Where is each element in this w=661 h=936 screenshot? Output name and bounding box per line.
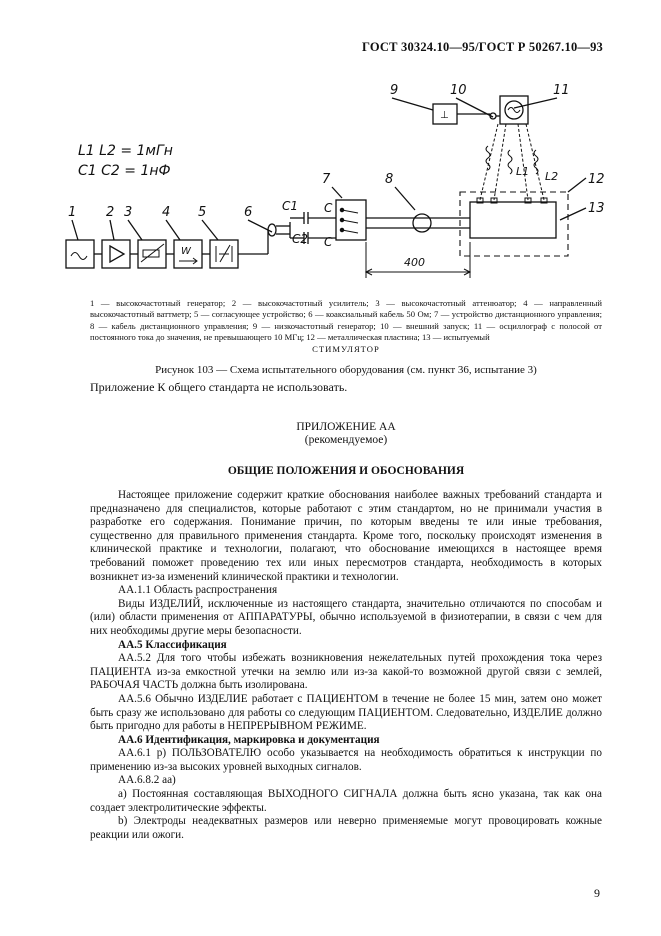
l2-label: L2 xyxy=(545,170,559,183)
figure-caption: Рисунок 103 — Схема испытательного оборудования (см. пункт 36, испытание 3) xyxy=(155,364,537,376)
label-5: 5 xyxy=(198,205,207,220)
label-4: 4 xyxy=(162,205,171,220)
label-7: 7 xyxy=(322,172,331,187)
section-title: ОБЩИЕ ПОЛОЖЕНИЯ И ОБОСНОВАНИЯ xyxy=(227,465,465,477)
c1-label: C1 xyxy=(282,199,299,213)
label-11: 11 xyxy=(553,83,570,98)
inductance-note: L1 L2 = 1мГн xyxy=(78,143,173,159)
appendix-subtitle: (рекомендуемое) xyxy=(304,434,388,446)
label-2: 2 xyxy=(106,205,115,220)
label-6: 6 xyxy=(244,205,253,220)
dimension-label: 400 xyxy=(404,256,425,269)
appendix-title: ПРИЛОЖЕНИЕ АА xyxy=(296,421,396,433)
wattmeter-label: W xyxy=(181,246,191,257)
paragraph: АА.1.1 Область распространения xyxy=(118,584,278,597)
paragraph: АА.6.8.2 аа) xyxy=(118,774,176,787)
label-12: 12 xyxy=(588,172,605,187)
appendix-k-note xyxy=(90,380,602,395)
paragraph: АА.5.2 Для того чтобы избежать возникновения нежелательных путей прохождения тока через ПАЦИЕНТА из-за емкостной утечки на землю или из-за какой-то возможной другой связи с землей, РАБОЧАЯ ЧАСТЬ должна быть изолирована. xyxy=(90,652,602,692)
label-8: 8 xyxy=(385,172,394,187)
figure-legend xyxy=(90,298,602,355)
paragraph: АА.5.6 Обычно ИЗДЕЛИЕ работает с ПАЦИЕНТОМ в течение не более 15 мин, затем оно может быть сразу же использовано для работы со следующим ПАЦИЕНТОМ. Следовательно, ИЗДЕЛИЕ должно быть пригодно для работы в НЕПРЕРЫВНОМ РЕЖИМЕ. xyxy=(90,692,602,733)
paragraph: АА.6.1 р) ПОЛЬЗОВАТЕЛЮ особо указывается на необходимость обратиться к инструкции по применению из-за высоких уровней выходных сигналов. xyxy=(90,747,602,773)
label-3: 3 xyxy=(124,205,133,220)
svg-text:⊥: ⊥ xyxy=(440,110,449,121)
paragraph: Виды ИЗДЕЛИЙ, исключенные из настоящего стандарта, значительно отличаются по способам и (или) области применения от АППАРАТУРЫ, обычно используемой в физиотерапии, в связи с чем для них необходимы другие меры безопасности. xyxy=(90,597,602,637)
label-10: 10 xyxy=(450,83,467,98)
label-1: 1 xyxy=(68,205,77,220)
legend-last-word: СТИМУЛЯТОР xyxy=(312,343,380,354)
legend-text: 1 — высокочастотный генератор; 2 — высокочастотный усилитель; 3 — высокочастотный аттенюатор; 4 — направленный высокочастотный ваттметр; 5 — согласующее устройство; 6 — коаксиальный кабель 50 Ом; 7 — устройство дистанционного управления; 8 — кабель дистанционного управления; 9 — низкочастотный генератор; 10 — внешний запуск; 11 — осциллограф с полосой от постоянного тока до значения, не превышающего 10 МГц; 12 — металлическая пластина; 13 — испытуемый xyxy=(90,298,602,343)
test-equipment-diagram xyxy=(40,80,630,295)
subsection-heading: АА.5 Классификация xyxy=(118,638,227,651)
paragraph: b) Электроды неадекватных размеров или неверно применяемые могут провоцировать кожные реакции или ожоги. xyxy=(90,815,602,841)
label-13: 13 xyxy=(588,201,605,216)
c-top-label: C xyxy=(324,201,333,215)
document-header: ГОСТ 30324.10—95/ГОСТ Р 50267.10—93 xyxy=(362,40,603,54)
l1-label: L1 xyxy=(516,165,530,178)
c2-label: C2 xyxy=(292,232,309,246)
capacitance-note: C1 C2 = 1нФ xyxy=(78,163,171,179)
subsection-heading: АА.6 Идентификация, маркировка и документация xyxy=(118,733,380,746)
page-number: 9 xyxy=(594,886,600,900)
label-9: 9 xyxy=(390,83,399,98)
appendix-heading xyxy=(90,421,602,447)
body-text xyxy=(90,489,602,842)
appendix-k-note-text: Приложение К общего стандарта не использовать. xyxy=(90,380,348,394)
paragraph: a) Постоянная составляющая ВЫХОДНОГО СИГНАЛА должна быть ясно указана, так как она создает электролитические эффекты. xyxy=(90,788,602,814)
c-bottom-label: C xyxy=(324,235,333,249)
paragraph: Настоящее приложение содержит краткие обоснования наиболее важных требований стандарта и предназначено для специалистов, которые работают с этим стандартом, но не принимали участия в разработке его содержания. Понимание причин, по которым введены те или иные требования, существенно для правильного применения стандарта. Кроме того, поскольку происходят изменения в клинической практике и технологии, полагают, что обоснование имеющихся в настоящее время требований поможет проведению тех или иных пересмотров стандарта, необходимость в которых возникнет из-за изменений клинической практики и технологии. xyxy=(90,489,602,583)
